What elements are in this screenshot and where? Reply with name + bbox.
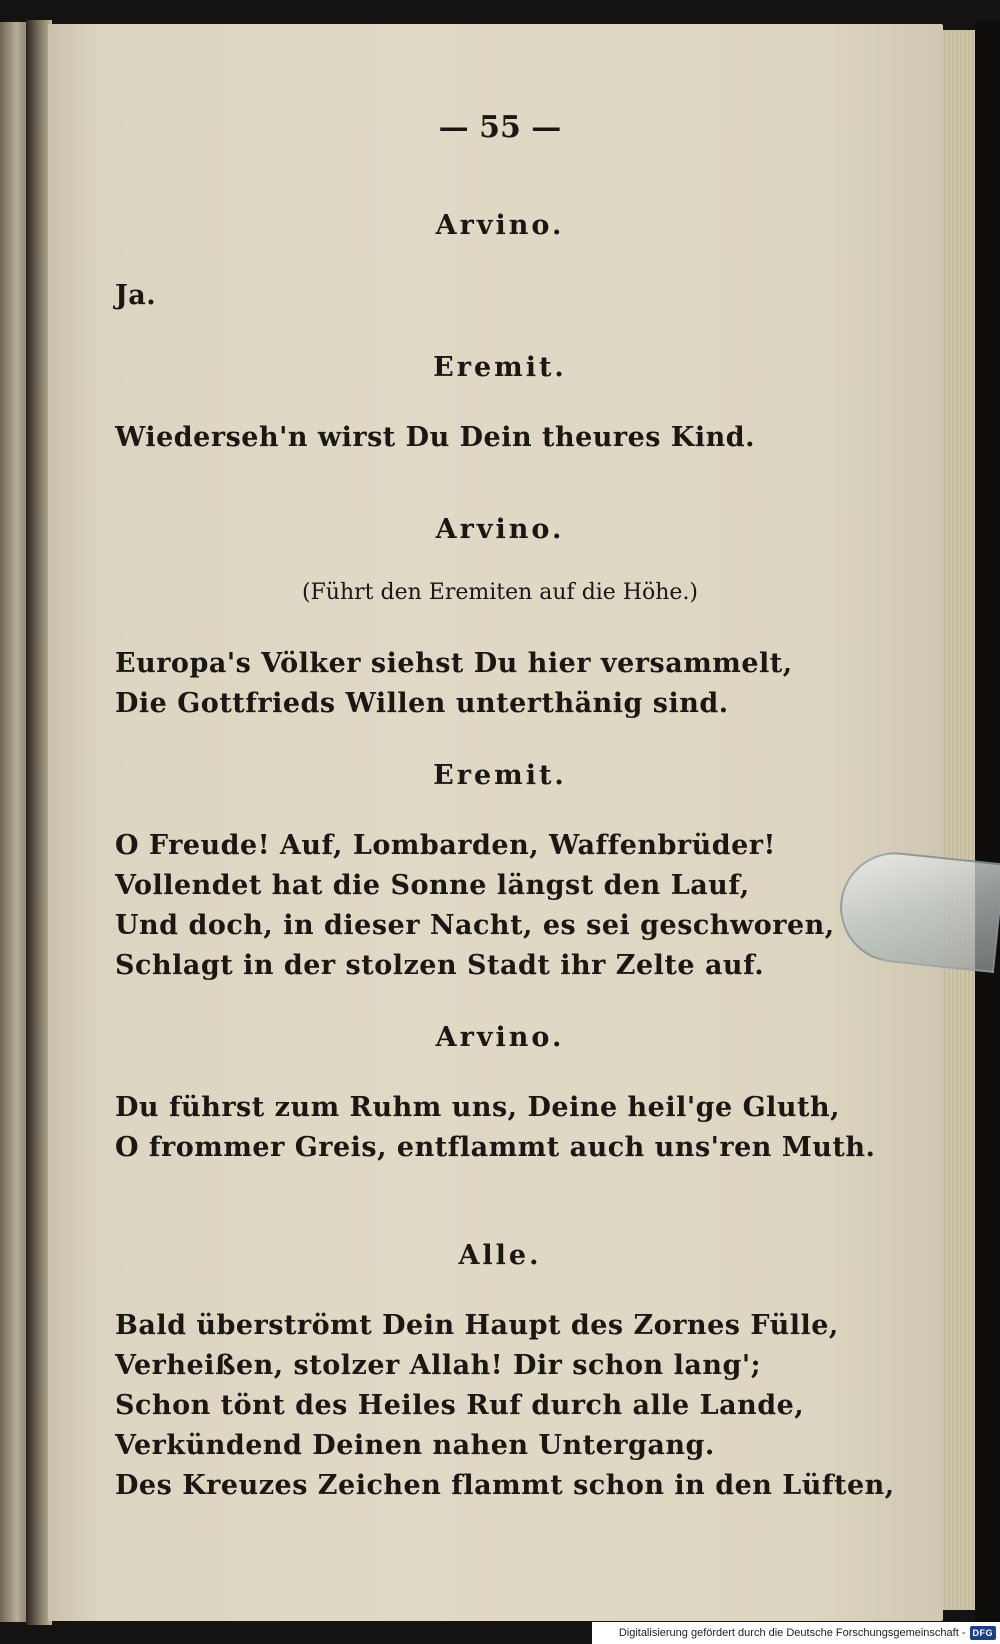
speaker-heading: Arvino. (435, 1022, 565, 1053)
verse-line: Schlagt in der stolzen Stadt ihr Zelte auf. (115, 950, 765, 981)
verse-line: Verkündend Deinen nahen Untergang. (115, 1430, 715, 1461)
verse-line: Verheißen, stolzer Allah! Dir schon lang'; (115, 1350, 762, 1381)
stage-direction: (Führt den Eremiten auf die Höhe.) (301, 580, 699, 605)
verse-line: Ja. (115, 280, 157, 311)
speaker-heading: Arvino. (435, 514, 565, 545)
verse-line: Du führst zum Ruhm uns, Deine heil'ge Gluth, (115, 1092, 841, 1123)
verse-line: Vollendet hat die Sonne längst den Lauf, (115, 870, 750, 901)
speaker-heading: Alle. (458, 1240, 542, 1271)
verse-line: Schon tönt des Heiles Ruf durch alle Lande, (115, 1390, 805, 1421)
speaker-heading: Eremit. (433, 352, 567, 383)
footer-credit: Digitalisierung gefördert durch die Deutsche Forschungsgemeinschaft - (618, 1627, 966, 1639)
verse-line: Und doch, in dieser Nacht, es sei geschworen, (115, 910, 835, 941)
left-page-edge (0, 22, 28, 1622)
verse-line: O Freude! Auf, Lombarden, Waffenbrüder! (115, 830, 776, 861)
dfg-logo: DFG (970, 1626, 997, 1640)
verse-line: Europa's Völker siehst Du hier versammelt, (115, 648, 793, 679)
book-page (48, 24, 943, 1621)
digitization-footer (592, 1622, 1000, 1644)
verse-line: Des Kreuzes Zeichen flammt schon in den Lüften, (115, 1470, 895, 1501)
speaker-heading: Eremit. (433, 760, 567, 791)
verse-line: O frommer Greis, entflammt auch uns'ren Muth. (115, 1132, 876, 1163)
verse-line: Wiederseh'n wirst Du Dein theures Kind. (115, 422, 756, 453)
speaker-heading: Arvino. (435, 210, 565, 241)
verse-line: Bald überströmt Dein Haupt des Zornes Fülle, (115, 1310, 839, 1341)
verse-line: Die Gottfrieds Willen unterthänig sind. (115, 688, 729, 719)
right-edge-shadow (975, 20, 1000, 1630)
page-number: — 55 — (438, 110, 562, 145)
